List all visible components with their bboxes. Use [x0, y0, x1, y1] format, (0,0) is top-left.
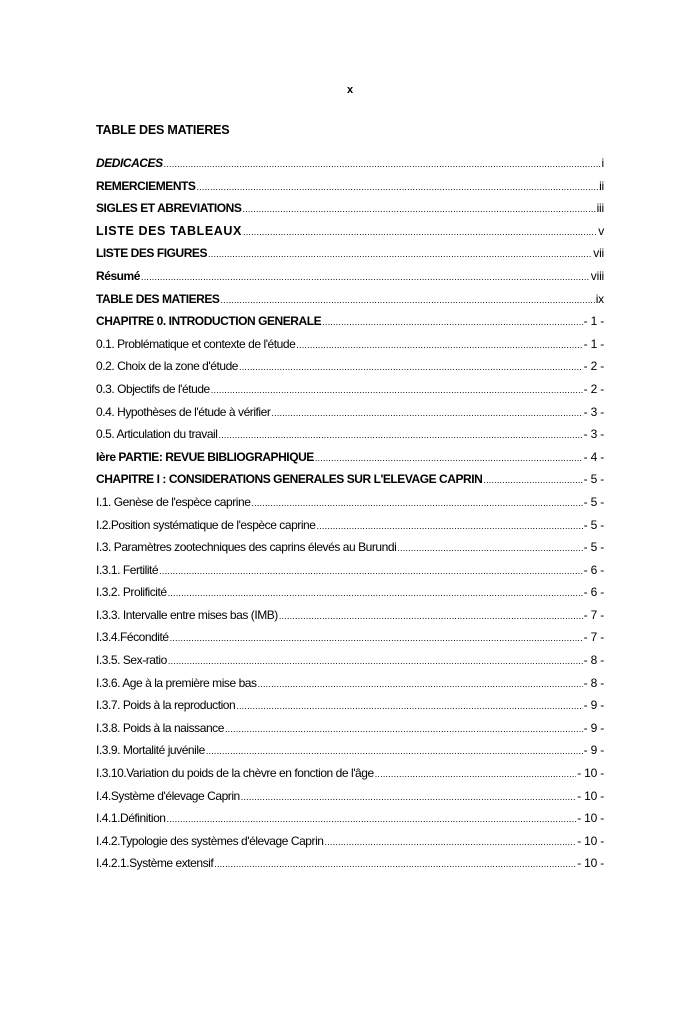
toc-dot-leader — [317, 519, 583, 534]
toc-entry[interactable] — [96, 766, 604, 789]
toc-entry[interactable] — [96, 405, 604, 428]
toc-dot-leader — [296, 338, 582, 353]
toc-entry-title: Ière PARTIE: REVUE BIBLIOGRAPHIQUE — [96, 449, 314, 464]
toc-entry-page: - 3 - — [583, 427, 604, 442]
toc-dot-leader — [241, 790, 576, 805]
toc-dot-leader — [208, 247, 592, 262]
toc-entry-page: i — [601, 156, 604, 170]
toc-dot-leader — [159, 564, 582, 579]
toc-dot-leader — [375, 767, 576, 782]
toc-entry-title: 0.4. Hypothèses de l'étude à vérifier — [96, 404, 271, 419]
toc-entry-page: ii — [599, 178, 604, 193]
toc-entry-title: I.4.1.Définition — [96, 811, 166, 826]
toc-dot-leader — [214, 857, 576, 872]
toc-dot-leader — [243, 225, 597, 240]
toc-entry-page: - 3 - — [583, 404, 604, 419]
toc-entry-page: - 5 - — [583, 472, 604, 487]
toc-dot-leader — [170, 631, 583, 646]
toc-entry-title: DEDICACES — [96, 156, 163, 170]
toc-dot-leader — [242, 202, 595, 217]
toc-entry-page: - 8 - — [583, 675, 604, 690]
toc-entry-title: I.2.Position systématique de l'espèce caprine — [96, 517, 316, 532]
toc-entry[interactable] — [96, 698, 604, 721]
toc-dot-leader — [271, 406, 582, 421]
toc-entry[interactable] — [96, 743, 604, 766]
toc-entry[interactable] — [96, 179, 604, 202]
toc-entry-title: 0.1. Problématique et contexte de l'étude — [96, 336, 296, 351]
toc-dot-leader — [164, 157, 601, 172]
toc-entry[interactable] — [96, 563, 604, 586]
toc-entry-title: I.3.6. Age à la première mise bas — [96, 675, 257, 690]
toc-entry[interactable] — [96, 224, 604, 247]
toc-entry-title: I.4.Système d'élevage Caprin — [96, 788, 240, 803]
toc-dot-leader — [279, 609, 583, 624]
toc-entry-page: - 9 - — [583, 720, 604, 735]
toc-dot-leader — [206, 744, 583, 759]
toc-dot-leader — [251, 496, 582, 511]
toc-entry-title: CHAPITRE 0. INTRODUCTION GENERALE — [96, 314, 322, 329]
toc-entry-page: - 7 - — [583, 607, 604, 622]
toc-entry[interactable] — [96, 585, 604, 608]
toc-dot-leader — [258, 677, 583, 692]
toc-dot-leader — [225, 722, 583, 737]
toc-dot-leader — [211, 383, 583, 398]
toc-entry-title: 0.5. Articulation du travail — [96, 427, 218, 442]
toc-entry-page: - 5 - — [583, 494, 604, 509]
toc-dot-leader — [325, 835, 577, 850]
toc-entry-title: I.4.2.1.Système extensif — [96, 856, 214, 871]
toc-entry-page: - 2 - — [583, 381, 604, 396]
toc-entry-title: I.3.2. Prolificité — [96, 585, 167, 600]
toc-entry-page: - 1 - — [583, 314, 604, 329]
toc-entry-title: I.3. Paramètres zootechniques des caprins élevés au Burundi — [96, 540, 397, 555]
toc-entry[interactable] — [96, 314, 604, 337]
toc-entry-title: 0.2. Choix de la zone d'étude — [96, 359, 239, 374]
toc-entry[interactable] — [96, 450, 604, 473]
toc-dot-leader — [220, 293, 594, 308]
toc-dot-leader — [218, 428, 582, 443]
toc-entry-page: - 10 - — [577, 811, 604, 826]
toc-entry-page: - 5 - — [583, 540, 604, 555]
toc-entry-title: I.3.9. Mortalité juvénile — [96, 743, 205, 758]
toc-entry-title: 0.3. Objectifs de l'étude — [96, 381, 210, 396]
toc-entry-page: vii — [593, 246, 604, 261]
toc-entry-page: - 7 - — [583, 630, 604, 645]
toc-entry[interactable] — [96, 359, 604, 382]
toc-entry[interactable] — [96, 630, 604, 653]
toc-entry-title: I.3.7. Poids à la reproduction — [96, 698, 236, 713]
toc-entry-title: I.4.2.Typologie des systèmes d'élevage Caprin — [96, 833, 324, 848]
toc-dot-leader — [167, 812, 577, 827]
toc-entry-title: SIGLES ET ABREVIATIONS — [96, 201, 242, 216]
toc-entry-page: - 9 - — [583, 743, 604, 758]
toc-dot-leader — [397, 541, 582, 556]
toc-entry[interactable] — [96, 246, 604, 269]
toc-entry-title: I.3.5. Sex-ratio — [96, 653, 167, 668]
toc-entry-title: LISTE DES FIGURES — [96, 246, 208, 261]
toc-heading: TABLE DES MATIERES — [96, 123, 230, 137]
toc-entry[interactable] — [96, 518, 604, 541]
toc-entry-page: iii — [596, 201, 604, 216]
toc-entry-page: - 6 - — [583, 585, 604, 600]
toc-dot-leader — [168, 654, 583, 669]
toc-entry[interactable] — [96, 856, 604, 879]
toc-dot-leader — [197, 180, 599, 195]
toc-entry-page: ix — [595, 291, 604, 306]
toc-entry[interactable] — [96, 721, 604, 744]
toc-entry[interactable] — [96, 495, 604, 518]
toc-entry-title: I.3.1. Fertilité — [96, 562, 159, 577]
toc-entry[interactable] — [96, 382, 604, 405]
page-number: x — [346, 84, 354, 96]
toc-entry[interactable] — [96, 269, 604, 292]
toc-entry-page: - 5 - — [583, 517, 604, 532]
toc-entry[interactable] — [96, 789, 604, 812]
toc-entry-page: - 4 - — [583, 449, 604, 464]
toc-entry-page: - 6 - — [583, 562, 604, 577]
toc-entry-page: - 9 - — [583, 698, 604, 713]
toc-dot-leader — [168, 586, 583, 601]
toc-dot-leader — [483, 473, 582, 488]
toc-list — [96, 156, 604, 879]
toc-dot-leader — [322, 315, 582, 330]
toc-dot-leader — [141, 270, 590, 285]
toc-entry[interactable] — [96, 472, 604, 495]
toc-entry-title: I.3.3. Intervalle entre mises bas (IMB) — [96, 607, 278, 622]
toc-entry-page: v — [598, 223, 604, 238]
toc-entry-title: Résumé — [96, 268, 140, 283]
toc-entry-title: CHAPITRE I : CONSIDERATIONS GENERALES SUR L'ELEVAGE CAPRIN — [96, 472, 483, 487]
toc-entry-page: - 8 - — [583, 653, 604, 668]
toc-dot-leader — [236, 699, 582, 714]
toc-entry[interactable] — [96, 676, 604, 699]
toc-entry-page: - 10 - — [577, 833, 604, 848]
toc-entry-title: LISTE DES TABLEAUX — [96, 223, 242, 238]
toc-entry-page: - 10 - — [577, 856, 604, 871]
toc-entry[interactable] — [96, 201, 604, 224]
toc-entry[interactable] — [96, 834, 604, 857]
toc-entry-page: - 2 - — [583, 359, 604, 374]
toc-entry-title: I.3.8. Poids à la naissance — [96, 720, 224, 735]
toc-entry[interactable] — [96, 156, 604, 179]
toc-entry[interactable] — [96, 811, 604, 834]
toc-entry-page: - 1 - — [583, 336, 604, 351]
toc-entry-page: viii — [590, 268, 604, 283]
toc-entry[interactable] — [96, 292, 604, 315]
toc-dot-leader — [315, 451, 583, 466]
toc-entry-page: - 10 - — [577, 766, 604, 781]
toc-entry-page: - 10 - — [577, 788, 604, 803]
toc-entry-title: REMERCIEMENTS — [96, 178, 196, 193]
toc-entry-title: I.1. Genèse de l'espèce caprine — [96, 494, 251, 509]
toc-entry[interactable] — [96, 427, 604, 450]
toc-dot-leader — [239, 360, 583, 375]
toc-entry[interactable] — [96, 540, 604, 563]
toc-entry[interactable] — [96, 653, 604, 676]
toc-entry[interactable] — [96, 337, 604, 360]
toc-entry-title: I.3.4.Fécondité — [96, 630, 169, 645]
toc-entry-title: I.3.10.Variation du poids de la chèvre en fonction de l'âge — [96, 766, 374, 781]
toc-entry-title: TABLE DES MATIERES — [96, 291, 220, 306]
toc-entry[interactable] — [96, 608, 604, 631]
